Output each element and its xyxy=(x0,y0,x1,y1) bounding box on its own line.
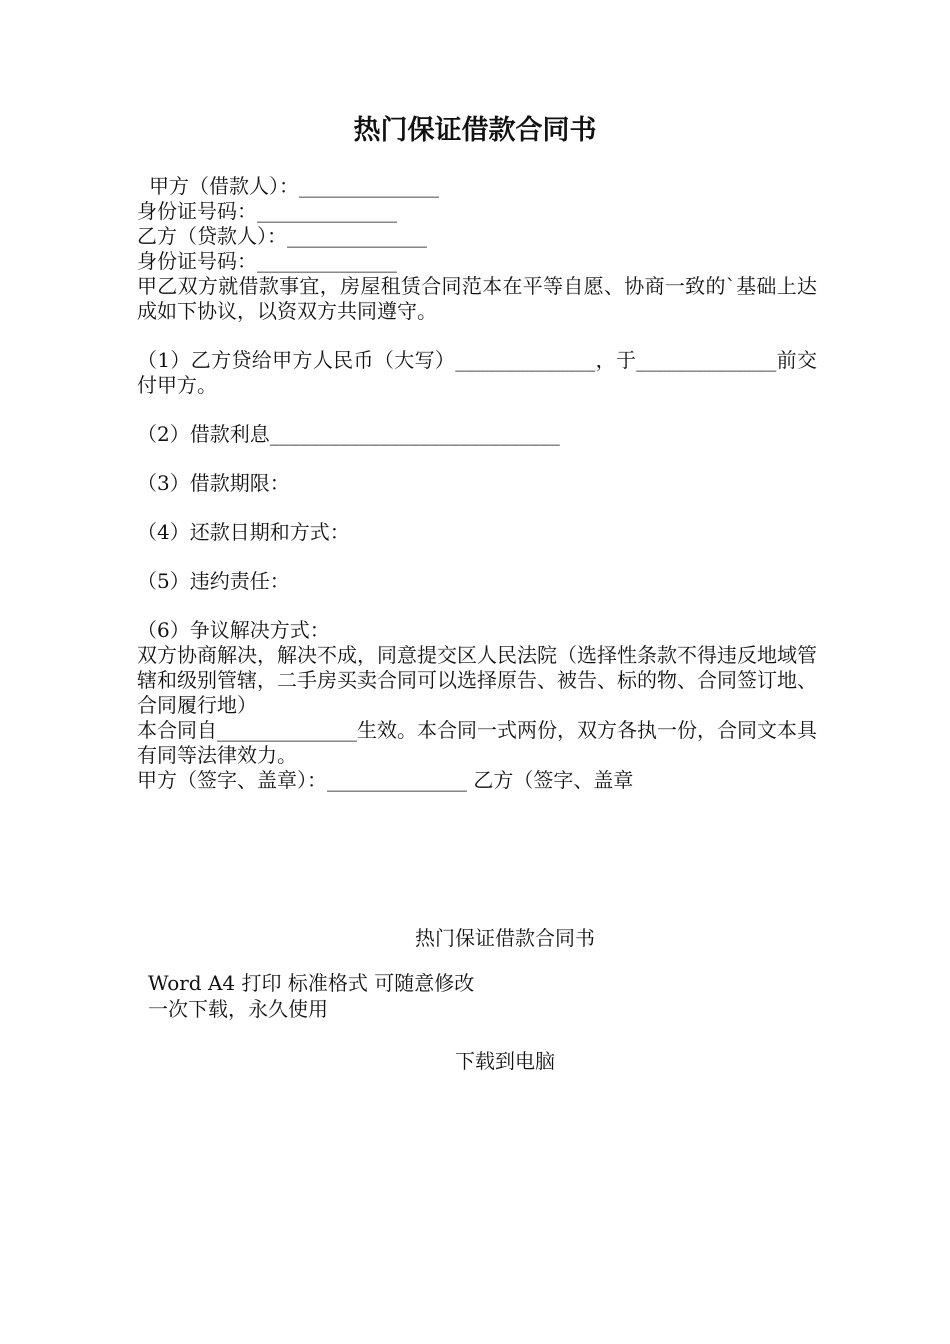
clause-6: （6）争议解决方式： xyxy=(137,618,330,642)
clause-3: （3）借款期限： xyxy=(137,471,290,495)
spacer xyxy=(137,594,817,618)
effect-paragraph: 本合同自______________生效。本合同一式两份，双方各执一份，合同文本具有同等法律效力。 xyxy=(137,718,817,767)
spacer xyxy=(137,496,817,520)
dispute-paragraph: 双方协商解决，解决不成，同意提交区人民法院（选择性条款不得违反地域管辖和级别管辖，二手房买卖合同可以选择原告、被告、标的物、合同签订地、合同履行地） xyxy=(137,643,817,717)
intro-paragraph: 甲乙双方就借款事宜，房屋租赁合同范本在平等自愿、协商一致的`基础上达成如下协议，以资双方共同遵守。 xyxy=(137,274,817,323)
footer-title: 热门保证借款合同书 xyxy=(415,926,595,950)
spacer xyxy=(137,447,817,471)
footer-info xyxy=(148,970,474,1022)
party-a-borrower-line: 甲方（借款人）：______________ xyxy=(149,174,439,198)
spacer xyxy=(137,545,817,569)
clause-4: （4）还款日期和方式： xyxy=(137,520,350,544)
download-to-computer-link[interactable]: 下载到电脑 xyxy=(455,1049,555,1073)
party-b-lender-line: 乙方（贷款人）：______________ xyxy=(137,224,427,248)
signature-line: 甲方（签字、盖章）：______________ 乙方（签字、盖章 xyxy=(137,768,634,792)
clause-2: （2）借款利息_____________________________ xyxy=(137,422,560,446)
clause-5: （5）违约责任： xyxy=(137,569,290,593)
footer-info-line-1: Word A4 打印 标准格式 可随意修改 xyxy=(148,971,475,995)
party-a-id-line: 身份证号码：______________ xyxy=(137,199,397,223)
footer-info-line-2: 一次下载，永久使用 xyxy=(148,997,328,1021)
party-b-id-line: 身份证号码：______________ xyxy=(137,249,397,273)
spacer xyxy=(137,324,817,348)
spacer xyxy=(137,398,817,422)
document-title: 热门保证借款合同书 xyxy=(353,115,597,146)
clause-1: （1）乙方贷给甲方人民币（大写）______________，于______________前交付甲方。 xyxy=(137,348,817,397)
contract-body xyxy=(137,174,817,793)
